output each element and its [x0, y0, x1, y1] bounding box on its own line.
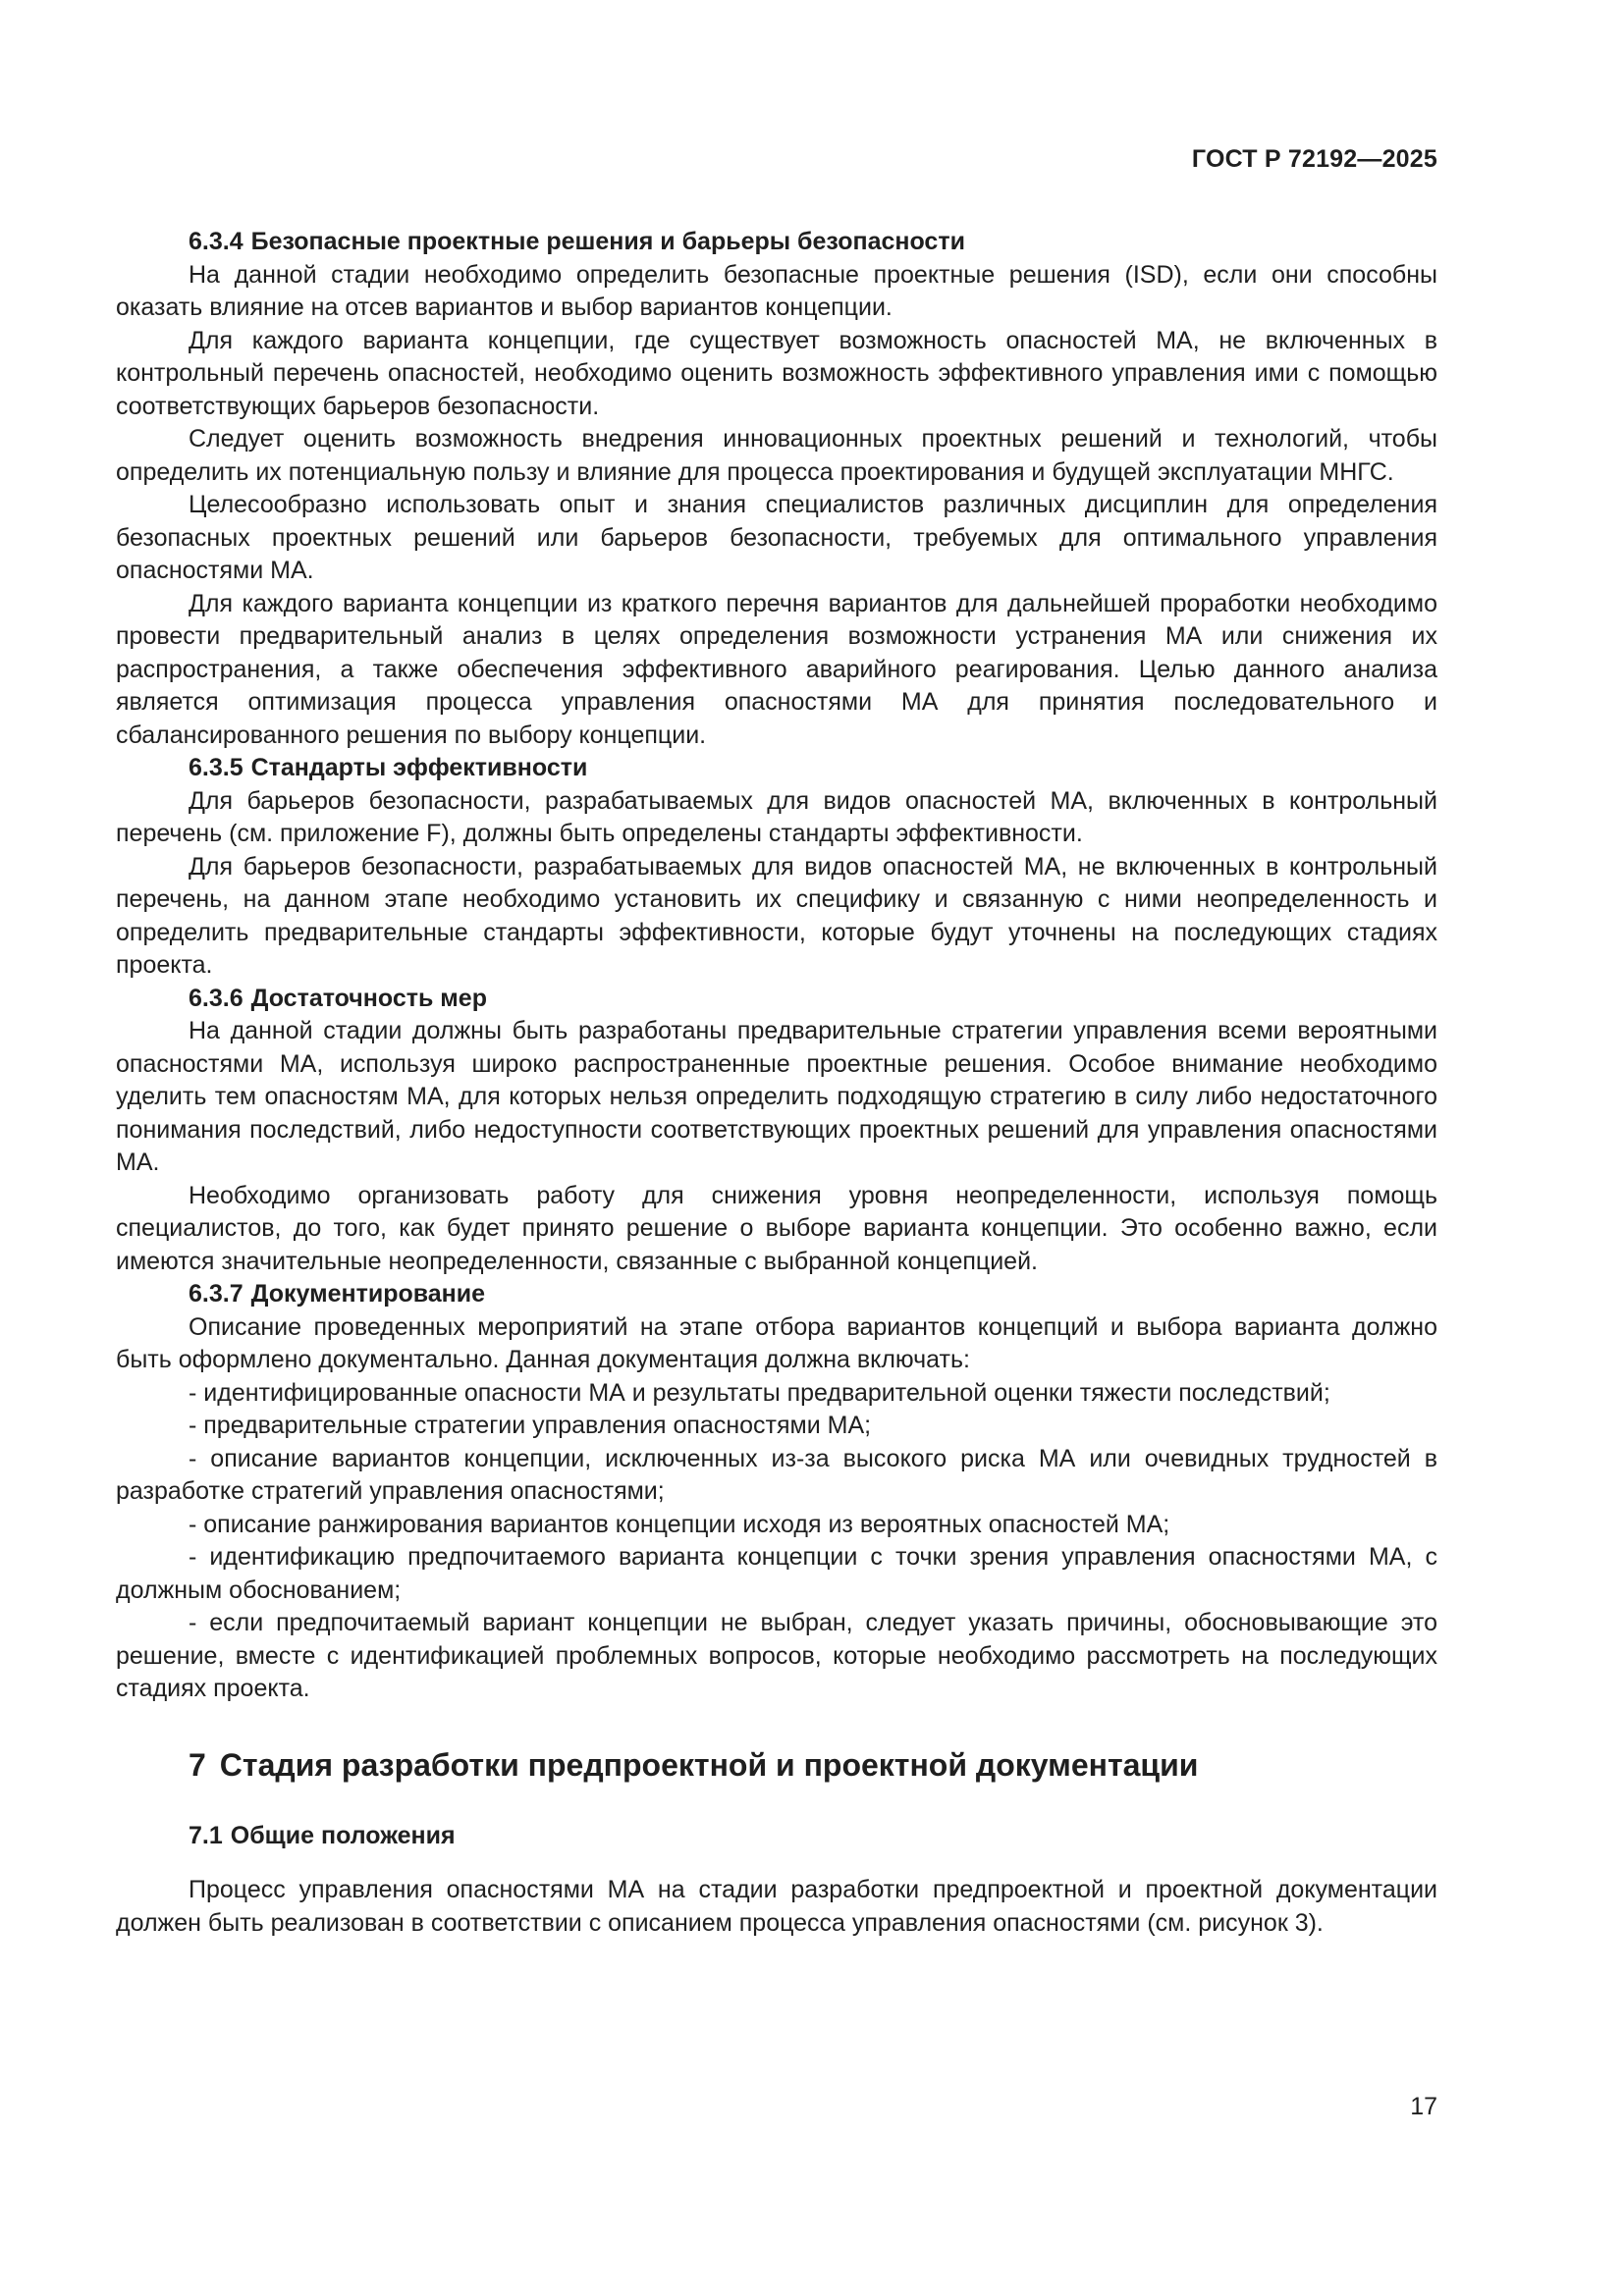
- list-item: - идентифицированные опасности МА и результаты предварительной оценки тяжести последствий;: [189, 1378, 1330, 1407]
- subsection-title: Стандарты эффективности: [250, 754, 588, 781]
- subsection-title: Достаточность мер: [250, 984, 487, 1012]
- subsection-title: Документирование: [250, 1280, 486, 1308]
- list-item: - предварительные стратегии управления опасностями МА;: [189, 1412, 872, 1439]
- list-item: - описание вариантов концепции, исключенных из-за высокого риска МА или очевидных трудностей в разработке стратегий управления опасностями;: [116, 1444, 1437, 1505]
- page-content: [116, 226, 1437, 1940]
- list-item: - идентификацию предпочитаемого варианта концепции с точки зрения управления опасностями МА, с должным обоснованием;: [116, 1543, 1437, 1604]
- paragraph: Для каждого варианта концепции из краткого перечня вариантов для дальнейшей проработки необходимо провести предварительный анализ в целях определения возможности устранения МА или снижения их распространения, а также обеспечения эффективного аварийного реагирования. Целью данного анализа является оптимизация процесса управления опасностями МА для принятия последовательного и сбалансированного решения по выбору концепции.: [116, 589, 1437, 749]
- page-number: 17: [1410, 2093, 1437, 2120]
- paragraph: Процесс управления опасностями МА на стадии разработки предпроектной и проектной документации должен быть реализован в соответствии с описанием процесса управления опасностями (см. рисунок 3).: [116, 1876, 1437, 1937]
- subsection-heading-6-3-5: [116, 752, 1437, 785]
- subsection-number: 6.3.6: [189, 984, 244, 1012]
- subsection-number: 7.1: [189, 1821, 223, 1849]
- section-title: Стадия разработки предпроектной и проектной документации: [219, 1746, 1199, 1783]
- subsection-heading-6-3-6: [116, 983, 1437, 1016]
- subsection-heading-6-3-4: [116, 226, 1437, 259]
- paragraph: Для барьеров безопасности, разрабатываемых для видов опасностей МА, включенных в контрольный перечень (см. приложение F), должны быть определены стандарты эффективности.: [116, 786, 1437, 847]
- subsection-heading-7-1: [116, 1820, 1437, 1853]
- subsection-number: 6.3.5: [189, 754, 244, 781]
- paragraph: Следует оценить возможность внедрения инновационных проектных решений и технологий, чтобы определить их потенциальную пользу и влияние для процесса проектирования и будущей эксплуатации МНГС.: [116, 425, 1437, 486]
- paragraph: Для каждого варианта концепции, где существует возможность опасностей МА, не включенных в контрольный перечень опасностей, необходимо оценить возможность эффективного управления ими с помощью соответствующих барьеров безопасности.: [116, 326, 1437, 420]
- paragraph: На данной стадии должны быть разработаны предварительные стратегии управления всеми вероятными опасностями МА, используя широко распространенные проектные решения. Особое внимание необходимо уделить тем опасностям МА, для которых нельзя определить подходящую стратегию в силу либо недостаточного понимания последствий, либо недоступности соответствующих проектных решений для управления опасностями МА.: [116, 1017, 1437, 1176]
- subsection-title: Общие положения: [230, 1821, 456, 1849]
- list-item: - если предпочитаемый вариант концепции не выбран, следует указать причины, обосновывающие это решение, вместе с идентификацией проблемных вопросов, которые необходимо рассмотреть на последующих стадиях проекта.: [116, 1609, 1437, 1702]
- section-number: 7: [189, 1746, 206, 1783]
- section-heading-7: [116, 1745, 1437, 1785]
- list-item: - описание ранжирования вариантов концепции исходя из вероятных опасностей МА;: [189, 1510, 1170, 1538]
- subsection-number: 6.3.4: [189, 228, 244, 255]
- paragraph: Для барьеров безопасности, разрабатываемых для видов опасностей МА, не включенных в контрольный перечень, на данном этапе необходимо установить их специфику и связанную с ними неопределенность и определить предварительные стандарты эффективности, которые будут уточнены на последующих стадиях проекта.: [116, 852, 1437, 979]
- standard-code: ГОСТ Р 72192—2025: [1191, 145, 1437, 173]
- subsection-heading-6-3-7: [116, 1278, 1437, 1311]
- paragraph: На данной стадии необходимо определить безопасные проектные решения (ISD), если они способны оказать влияние на отсев вариантов и выбор вариантов концепции.: [116, 260, 1437, 321]
- paragraph: Целесообразно использовать опыт и знания специалистов различных дисциплин для определения безопасных проектных решений или барьеров безопасности, требуемых для оптимального управления опасностями МА.: [116, 491, 1437, 584]
- subsection-title: Безопасные проектные решения и барьеры безопасности: [250, 228, 965, 255]
- paragraph: Описание проведенных мероприятий на этапе отбора вариантов концепций и выбора варианта должно быть оформлено документально. Данная документация должна включать:: [116, 1312, 1437, 1373]
- paragraph: Необходимо организовать работу для снижения уровня неопределенности, используя помощь специалистов, до того, как будет принято решение о выборе варианта концепции. Это особенно важно, если имеются значительные неопределенности, связанные с выбранной концепцией.: [116, 1181, 1437, 1275]
- subsection-number: 6.3.7: [189, 1280, 244, 1308]
